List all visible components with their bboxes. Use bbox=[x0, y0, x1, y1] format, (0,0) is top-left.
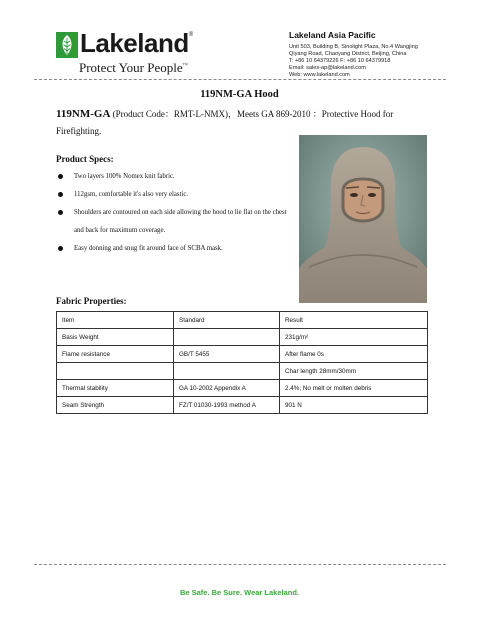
table-cell: 901 N bbox=[280, 397, 428, 414]
bullet-icon bbox=[58, 192, 63, 197]
fabric-properties-table bbox=[56, 311, 428, 414]
header-divider bbox=[34, 79, 446, 80]
address-line: Web: www.lakeland.com bbox=[289, 72, 350, 79]
logo-wordmark: Lakeland® bbox=[80, 28, 193, 58]
hood-product-photo bbox=[299, 135, 427, 303]
bullet-icon bbox=[58, 174, 63, 179]
bullet-icon bbox=[58, 246, 63, 251]
table-cell: Flame resistance bbox=[57, 346, 174, 363]
leaf-logo-icon bbox=[56, 32, 78, 58]
table-cell: After flame 0s bbox=[280, 346, 428, 363]
table-cell: 2.4%; No melt or molten debris bbox=[280, 380, 428, 397]
list-item: Shoulders are contoured on each side allowing the hood to lie flat on the chest and back for maximum coverage. bbox=[58, 204, 298, 240]
table-cell: Thermal stability bbox=[57, 380, 174, 397]
table-header-cell: Result bbox=[280, 312, 428, 329]
document-title: 119NM-GA Hood bbox=[200, 89, 279, 100]
footer-divider bbox=[34, 564, 446, 565]
table-cell: FZ/T 01030-1993 method A bbox=[174, 397, 280, 414]
table-row bbox=[57, 363, 428, 380]
table-row bbox=[57, 346, 428, 363]
table-cell bbox=[174, 363, 280, 380]
specs-list bbox=[58, 168, 298, 258]
list-item: Easy donning and snug fit around face of SCBA mask. bbox=[58, 240, 298, 258]
list-item: Two layers 100% Nomex knit fabric. bbox=[58, 168, 298, 186]
fabric-heading: Fabric Properties: bbox=[56, 296, 127, 306]
table-header-cell: Standard bbox=[174, 312, 280, 329]
table-cell: Basis Weight bbox=[57, 329, 174, 346]
product-model: 119NM-GA bbox=[56, 108, 111, 120]
table-cell bbox=[174, 329, 280, 346]
table-row bbox=[57, 397, 428, 414]
table-cell bbox=[57, 363, 174, 380]
table-cell: GB/T 5455 bbox=[174, 346, 280, 363]
address-line: Qiyang Road, Chaoyang District, Beijing, China bbox=[289, 51, 407, 58]
address-line: T: +86 10 64379226 F: +86 10 64379918 bbox=[289, 58, 391, 65]
company-address bbox=[289, 44, 418, 79]
address-line: Email: sales-ap@lakeland.com bbox=[289, 65, 366, 72]
specs-heading: Product Specs: bbox=[56, 154, 114, 164]
table-header-row bbox=[57, 312, 428, 329]
logo-tagline: Protect Your People™ bbox=[79, 60, 188, 75]
table-cell: Char length 28mm/30mm bbox=[280, 363, 428, 380]
table-header-cell: Item bbox=[57, 312, 174, 329]
product-intro-text: (Product Code：RMT-L-NMX)，Meets GA 869-2010 ：Protective Hood for Firefighting. bbox=[56, 109, 394, 136]
table-cell: GA 10-2002 Appendix A bbox=[174, 380, 280, 397]
company-name: Lakeland Asia Pacific bbox=[289, 30, 376, 40]
table-row bbox=[57, 329, 428, 346]
table-cell: 231g/m² bbox=[280, 329, 428, 346]
bullet-icon bbox=[58, 210, 63, 215]
table-cell: Seam Strength bbox=[57, 397, 174, 414]
address-line: Unit 503, Building B, Sinolight Plaza, No.4 Wangjing bbox=[289, 44, 418, 50]
footer-slogan: Be Safe. Be Sure. Wear Lakeland. bbox=[179, 588, 300, 597]
list-item: 112gsm, comfortable it's also very elastic. bbox=[58, 186, 298, 204]
table-row bbox=[57, 380, 428, 397]
lakeland-logo bbox=[56, 30, 216, 78]
